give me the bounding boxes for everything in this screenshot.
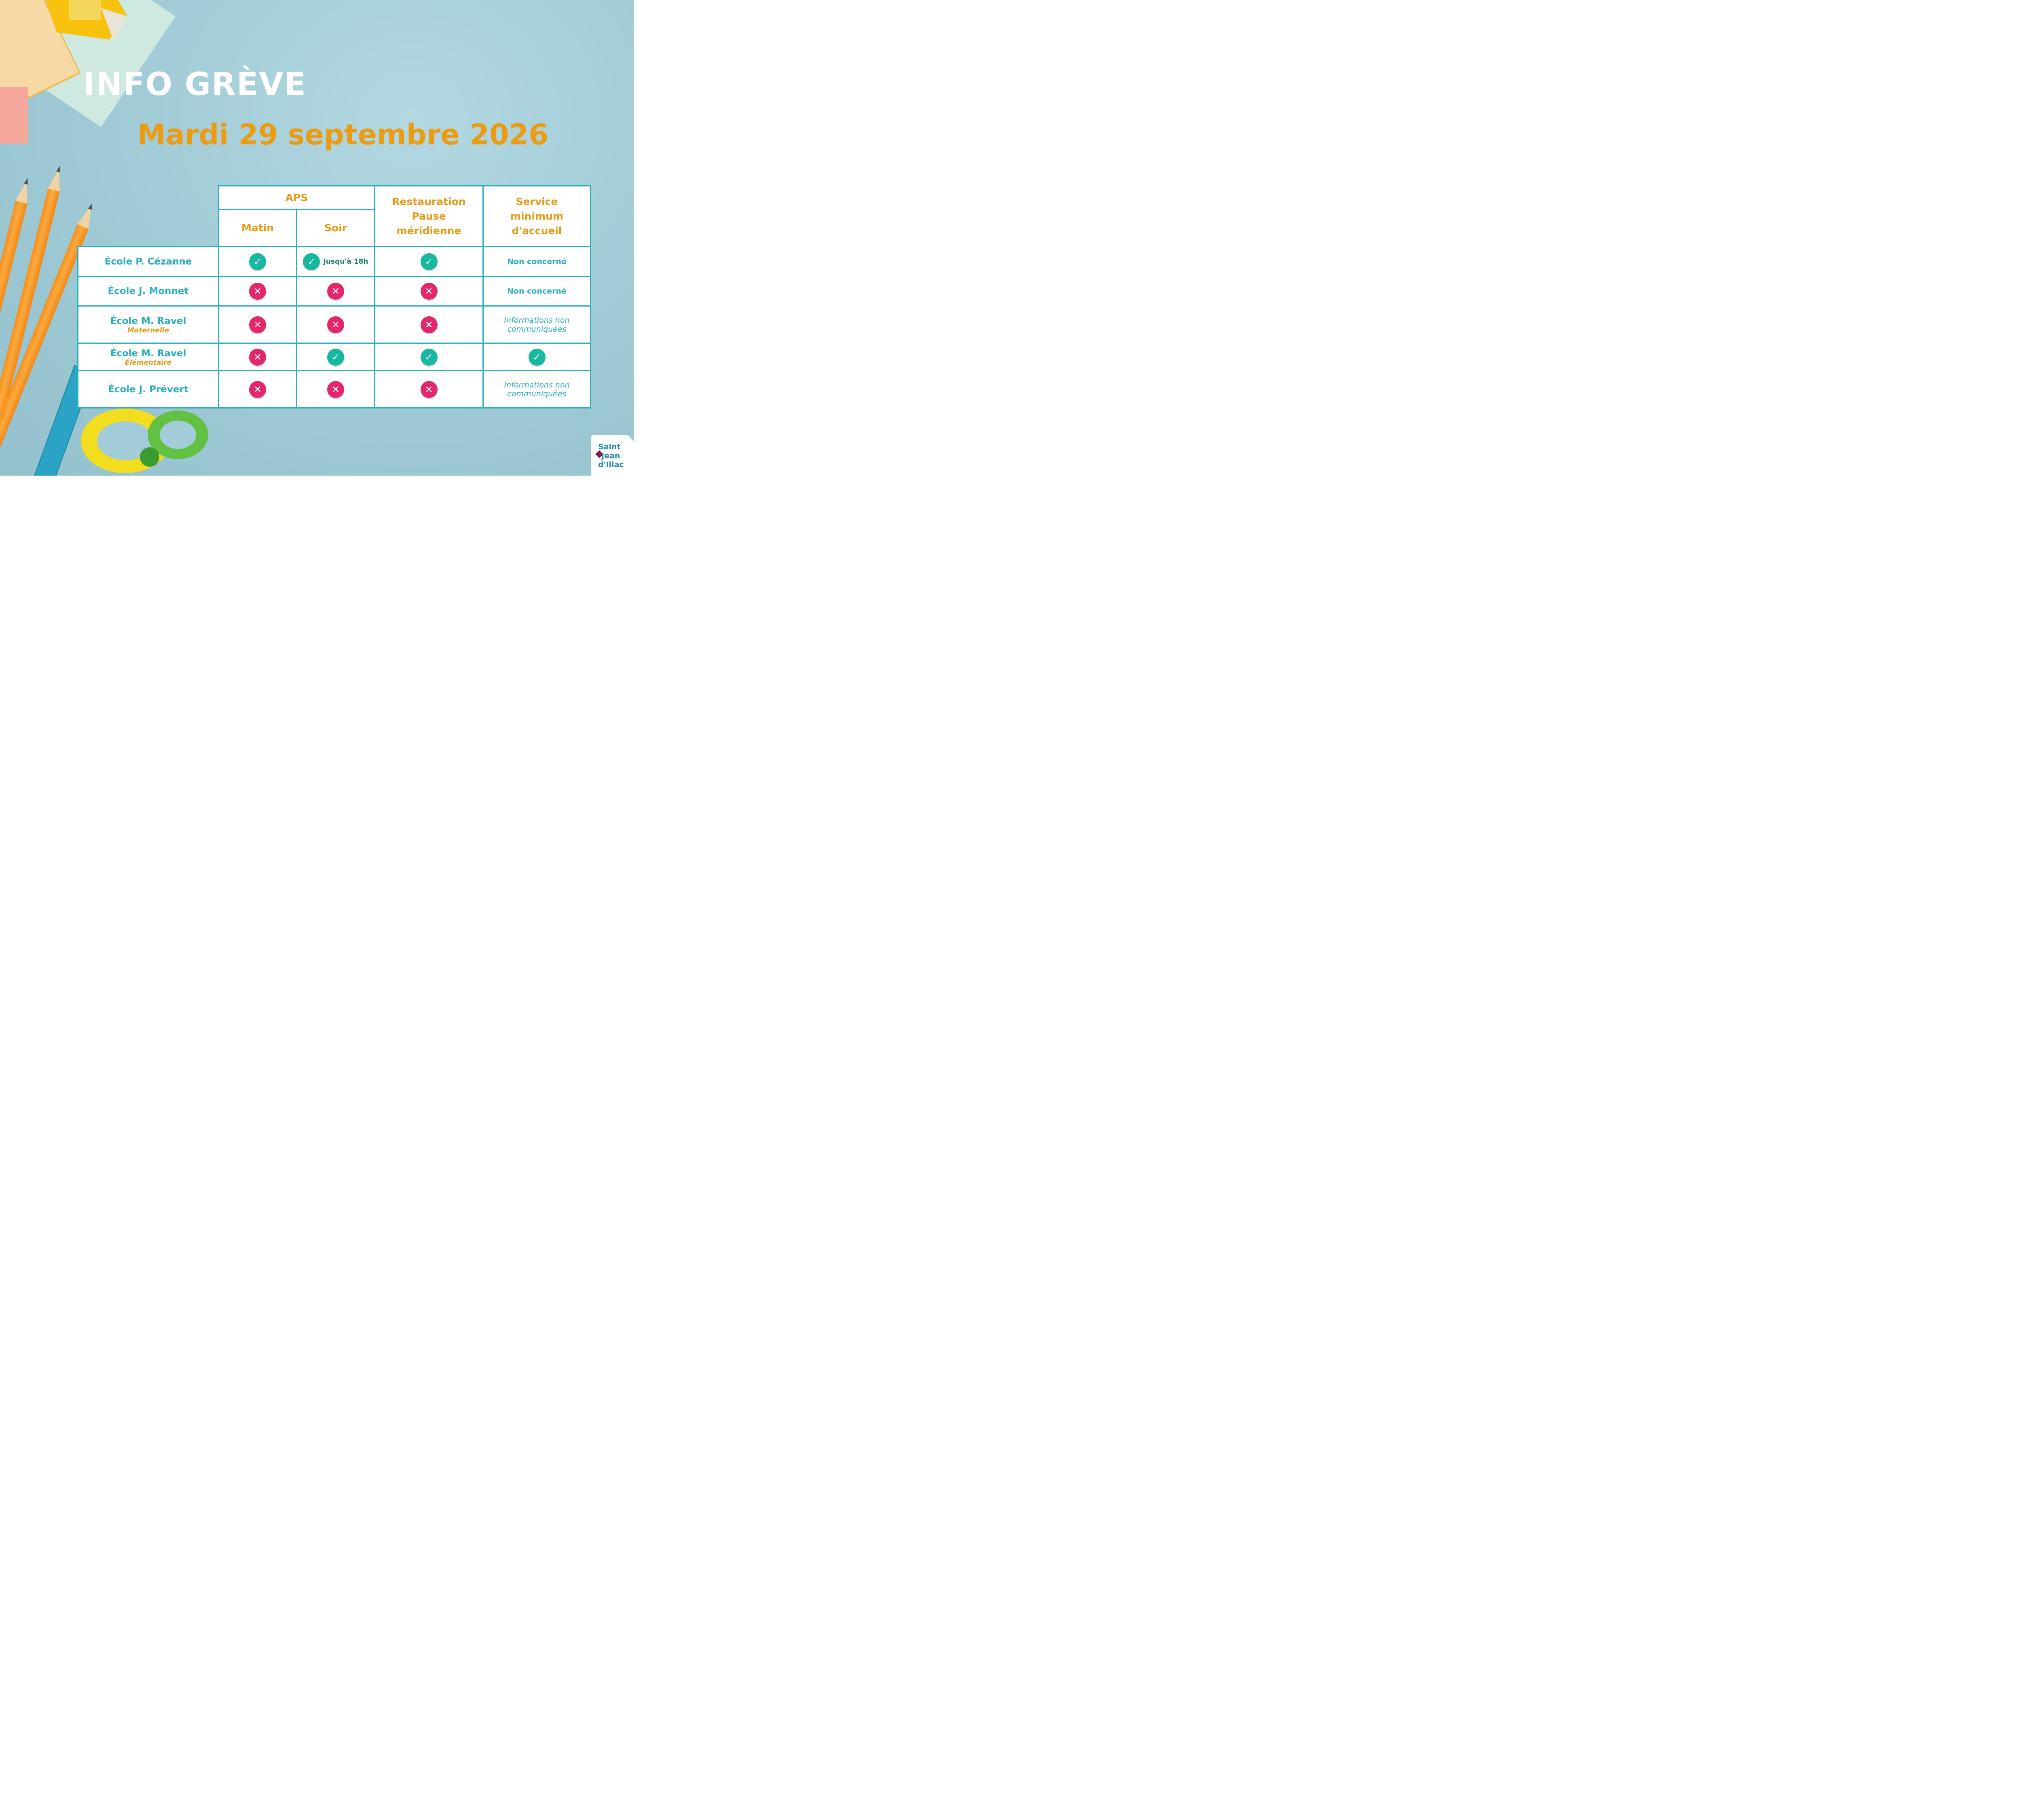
check-icon: ✓: [421, 253, 438, 270]
check-icon: ✓: [327, 349, 344, 366]
table-row: [78, 306, 591, 343]
cell-soir: [297, 277, 375, 306]
check-icon: ✓: [303, 253, 320, 270]
cross-icon: ✕: [421, 316, 438, 333]
school-name: École J. Monnet: [78, 277, 219, 306]
header-service-minimum: [483, 186, 591, 247]
check-icon: ✓: [421, 349, 438, 366]
cell-service-status: Non concerné: [483, 277, 591, 306]
school-name: École M. Ravel: [110, 348, 186, 359]
info-line: communiquées: [507, 324, 567, 334]
poster: [0, 0, 634, 476]
cross-icon: ✕: [249, 381, 266, 398]
cross-icon: ✕: [327, 381, 344, 398]
scissors-image: [77, 404, 214, 476]
cell-service-info: [483, 306, 591, 343]
header-aps: APS: [219, 186, 375, 210]
info-line: communiquées: [507, 389, 567, 398]
cross-icon: ✕: [249, 283, 266, 300]
cell-soir: [297, 306, 375, 343]
cell-restauration: [375, 277, 483, 306]
header-service-line: minimum: [510, 210, 563, 222]
school-name: École J. Prévert: [78, 371, 219, 408]
header-soir: Soir: [297, 210, 375, 247]
cross-icon: ✕: [421, 283, 438, 300]
info-line: Informations non: [504, 315, 570, 325]
school-name: École P. Cézanne: [78, 247, 219, 277]
school-subtype: Élémentaire: [125, 358, 172, 367]
cell-restauration: [375, 247, 483, 277]
school-name: École M. Ravel: [110, 315, 186, 326]
soir-time-note: Jusqu'à 18h: [323, 257, 368, 266]
cell-restauration: [375, 343, 483, 371]
check-icon: ✓: [529, 349, 546, 366]
cross-icon: ✕: [249, 349, 266, 366]
logo-corner-fold: [628, 435, 634, 442]
header-service-line: d'accueil: [512, 224, 562, 237]
school-name-cell: [78, 343, 219, 371]
check-icon: ✓: [249, 253, 266, 270]
header-restauration-line: Pause: [412, 210, 446, 222]
sticky-note-pink: [0, 87, 28, 144]
cell-matin: [219, 343, 297, 371]
town-logo: [591, 435, 634, 476]
info-line: Informations non: [504, 380, 570, 389]
cross-icon: ✕: [421, 381, 438, 398]
cross-icon: ✕: [249, 316, 266, 333]
header-service-line: Service: [516, 195, 558, 207]
cross-icon: ✕: [327, 283, 344, 300]
page-title: INFO GRÈVE: [83, 66, 307, 103]
cell-soir: [297, 247, 375, 277]
table-corner-blank: [78, 186, 219, 247]
strike-date: Mardi 29 septembre 2026: [137, 118, 549, 151]
cell-restauration: [375, 306, 483, 343]
cell-service-info: [483, 371, 591, 408]
cell-service-status: Non concerné: [483, 247, 591, 277]
school-name-cell: [78, 306, 219, 343]
cell-matin: [219, 306, 297, 343]
cell-service: [483, 343, 591, 371]
table-row: [78, 371, 591, 408]
header-matin: Matin: [219, 210, 297, 247]
table-row: [78, 343, 591, 371]
table-row: [78, 247, 591, 277]
header-restauration-line: Restauration: [392, 195, 466, 207]
header-restauration-line: méridienne: [396, 224, 461, 237]
pencil-sharpener-image: [40, 0, 129, 44]
logo-text-line: d'Illac: [598, 460, 624, 469]
cell-soir: [297, 343, 375, 371]
header-restauration: [375, 186, 483, 247]
cross-icon: ✕: [327, 316, 344, 333]
logo-text-line: Saint: [598, 442, 621, 451]
school-subtype: Maternelle: [127, 326, 169, 334]
table-row: [78, 277, 591, 306]
cell-matin: [219, 371, 297, 408]
cell-soir: [297, 371, 375, 408]
logo-text-line: Jean: [601, 451, 620, 460]
cell-restauration: [375, 371, 483, 408]
strike-service-table: [77, 185, 591, 408]
cell-matin: [219, 277, 297, 306]
cell-matin: [219, 247, 297, 277]
